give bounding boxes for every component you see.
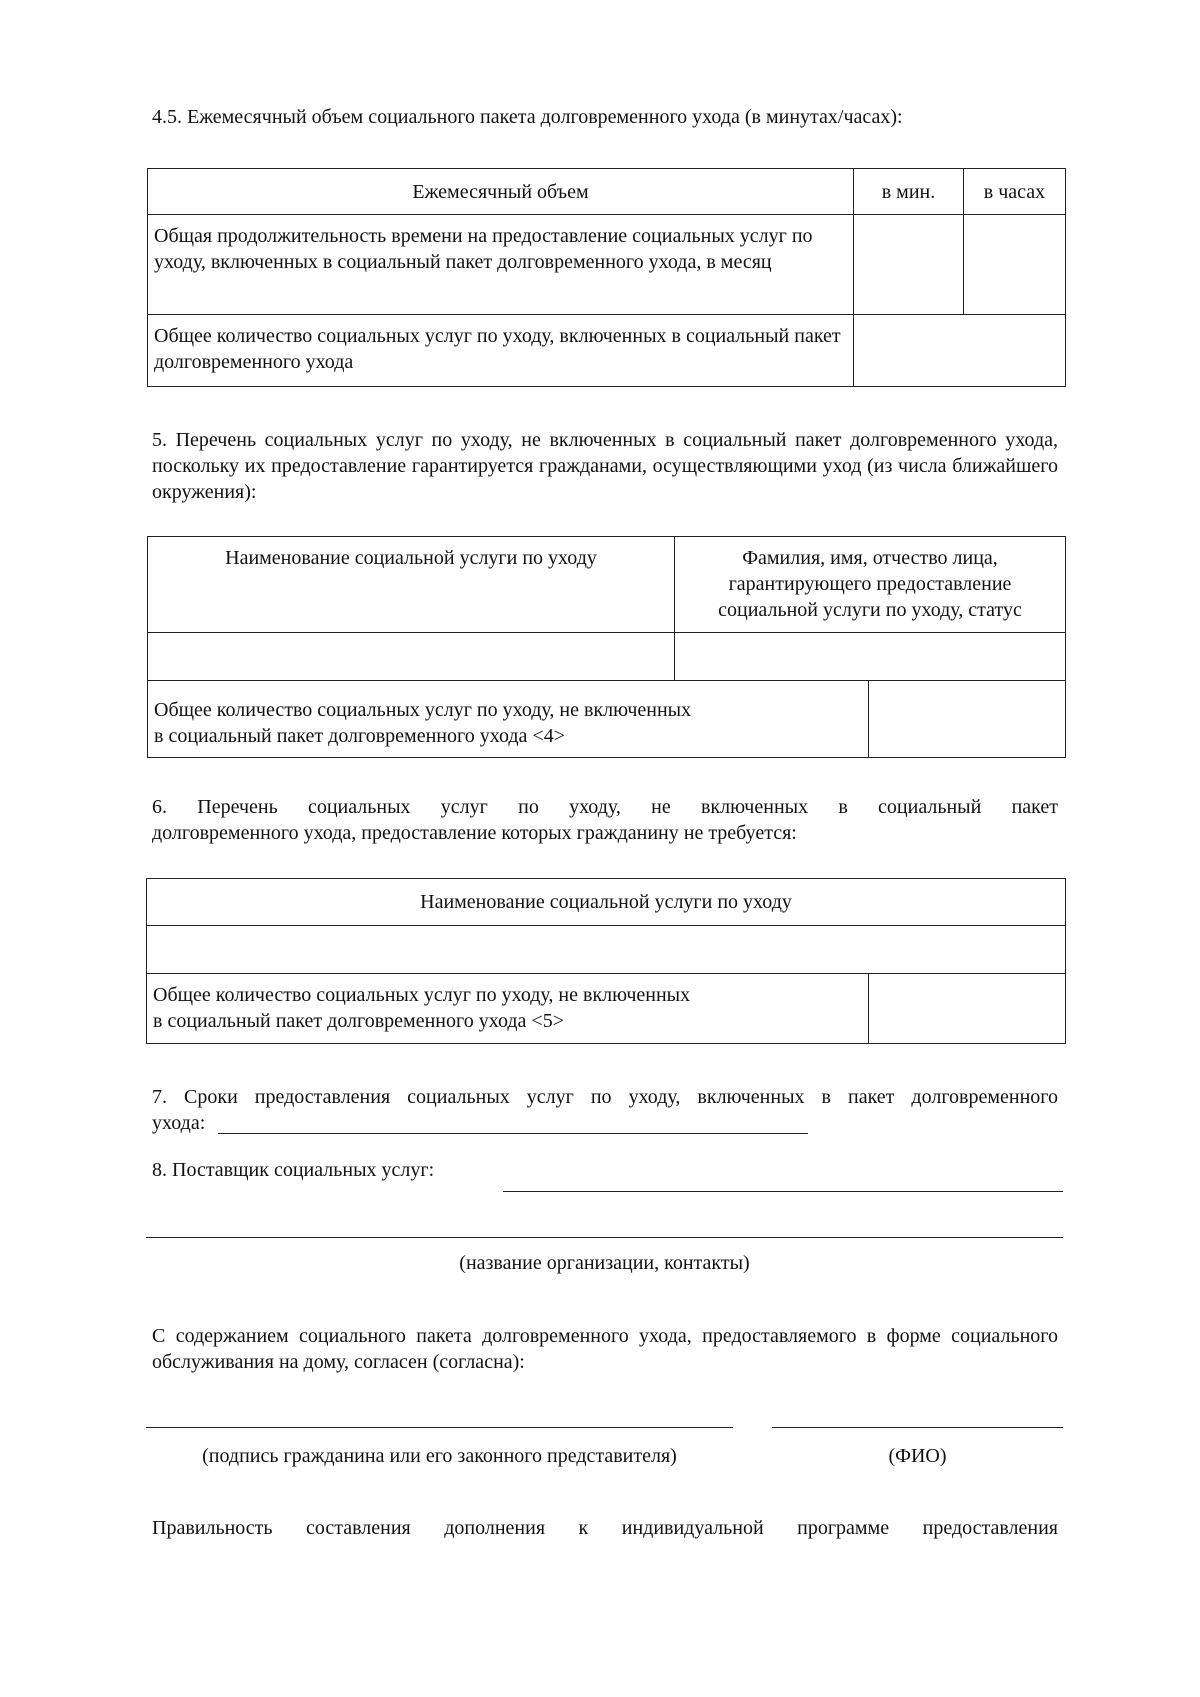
section-7-line-2: ухода:: [152, 1112, 206, 1134]
fio-caption: (ФИО): [888, 1445, 947, 1467]
section-7-line-1: 7. Сроки предоставления социальных услуг по уходу, включенных в пакет долговременного: [152, 1086, 1058, 1108]
not-required-table: [146, 878, 1066, 1044]
col-header-service-6: Наименование социальной услуги по уходу: [147, 879, 1066, 926]
row-label-line-2: в социальный пакет долговременного ухода <4>: [154, 725, 565, 747]
row-label-total-not-included: [148, 681, 869, 758]
family-care-table: [147, 536, 1066, 758]
section-5-heading: 5. Перечень социальных услуг по уходу, не включенных в социальный пакет долговременного ухода, поскольку их предоставление гарантируется гражданами, осуществляющими уход (из числа ближайшего окружения):: [152, 429, 1058, 503]
col-header-minutes: в мин.: [854, 169, 964, 215]
provider-caption: (название организации, контакты): [459, 1252, 750, 1274]
section-4-5-heading: 4.5. Ежемесячный объем социального пакета долговременного ухода (в минутах/часах):: [152, 106, 903, 128]
col-header-service: Наименование социальной услуги по уходу: [148, 537, 675, 633]
cell-service-name[interactable]: [148, 633, 675, 681]
cell-duration-minutes[interactable]: [854, 215, 964, 315]
provider-input-line-2[interactable]: [146, 1237, 1063, 1238]
col-header-volume: Ежемесячный объем: [148, 169, 854, 215]
monthly-volume-table: [147, 168, 1066, 387]
row-label-count: Общее количество социальных услуг по уходу, включенных в социальный пакет долговременного ухода: [148, 315, 854, 387]
row-label-line-2: в социальный пакет долговременного ухода <5>: [153, 1010, 564, 1032]
col-header-person: Фамилия, имя, отчество лица, гарантирующего предоставление социальной услуги по уходу, статус: [675, 537, 1066, 633]
cell-duration-hours[interactable]: [964, 215, 1066, 315]
provider-input-line[interactable]: [503, 1191, 1063, 1192]
fio-line[interactable]: [772, 1427, 1063, 1428]
cell-service-name-6[interactable]: [147, 926, 1066, 974]
row-label-duration: Общая продолжительность времени на предоставление социальных услуг по уходу, включенных в социальный пакет долговременного ухода, в месяц: [148, 215, 854, 315]
cell-total-not-required[interactable]: [869, 974, 1066, 1044]
row-label-line-1: Общее количество социальных услуг по уходу, не включенных: [154, 699, 692, 721]
row-label-total-not-required: [147, 974, 869, 1044]
cell-person-name[interactable]: [675, 633, 1066, 681]
consent-text: С содержанием социального пакета долговременного ухода, предоставляемого в форме социального обслуживания на дому, согласен (согласна):: [152, 1325, 1058, 1373]
footer-text: Правильность составления дополнения к индивидуальной программе предоставления: [152, 1517, 1058, 1539]
section-8-label: 8. Поставщик социальных услуг:: [152, 1159, 435, 1181]
cell-total-not-included[interactable]: [869, 681, 1066, 758]
section-6-heading-line-2: долговременного ухода, предоставление которых гражданину не требуется:: [152, 822, 797, 844]
section-6-heading-line-1: 6. Перечень социальных услуг по уходу, не включенных в социальный пакет: [152, 796, 1058, 818]
row-label-line-1: Общее количество социальных услуг по уходу, не включенных: [153, 984, 691, 1006]
signature-line[interactable]: [146, 1427, 733, 1428]
col-header-hours: в часах: [964, 169, 1066, 215]
cell-count-value[interactable]: [854, 315, 1066, 387]
terms-input-line[interactable]: [218, 1133, 808, 1134]
signature-caption: (подпись гражданина или его законного представителя): [202, 1445, 677, 1467]
